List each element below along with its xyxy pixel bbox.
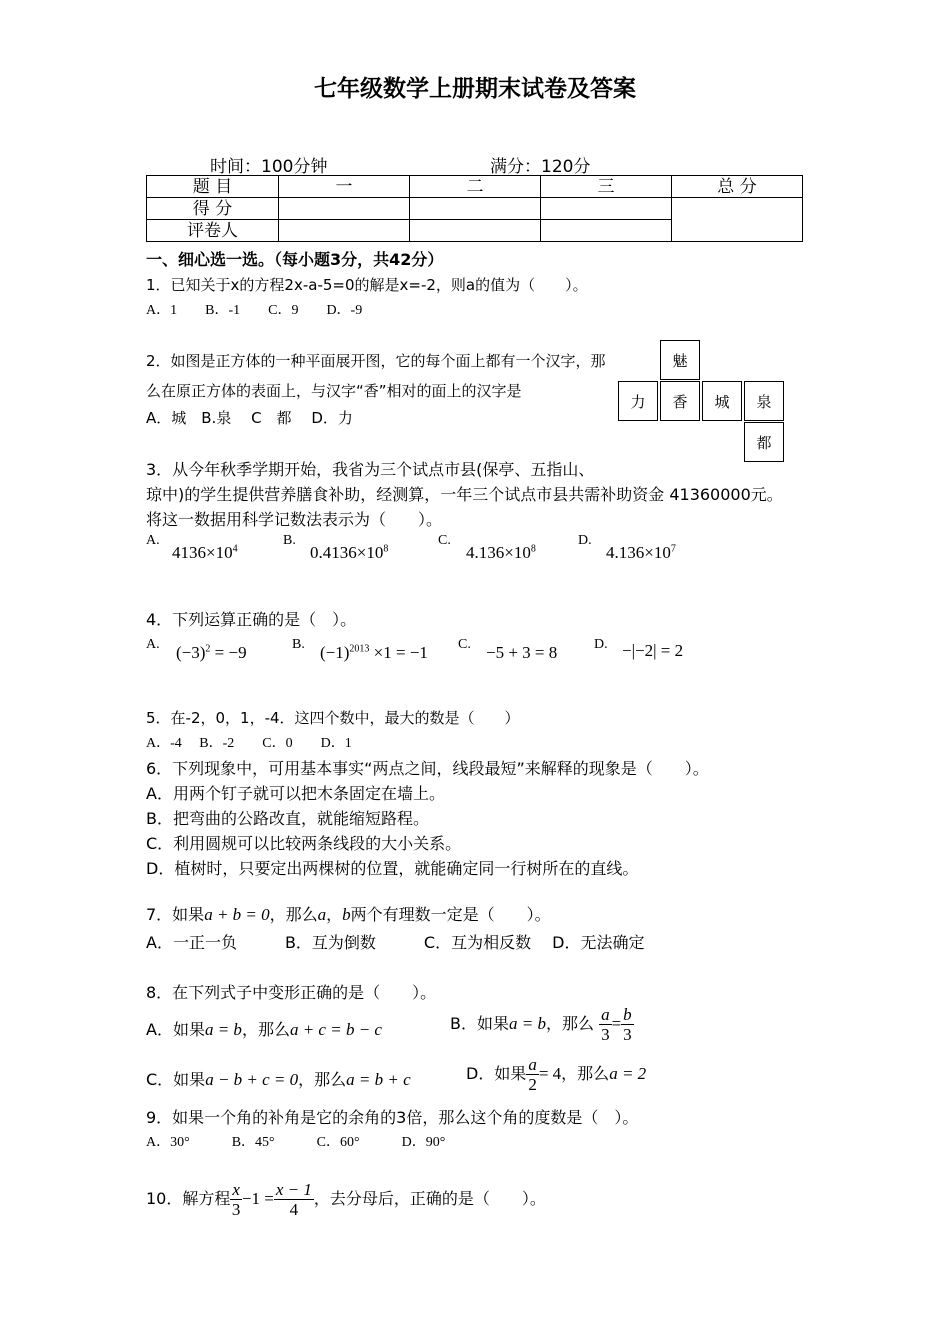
question-4-option-b xyxy=(320,643,428,663)
grader-row-label: 评卷人 xyxy=(147,220,279,242)
q8-b-condition: a = b xyxy=(508,1014,546,1033)
cube-face: 泉 xyxy=(744,381,784,421)
denominator: 2 xyxy=(528,1075,537,1094)
option-c-exp: 8 xyxy=(530,543,536,555)
question-4-label-b: B. xyxy=(292,637,305,652)
score-table-header-cell: 总 分 xyxy=(672,176,803,198)
question-8-option-c xyxy=(146,1067,411,1090)
question-2-options: A．城 B.泉 C 都 D．力 xyxy=(146,409,353,427)
q8-text: C．如果 xyxy=(146,1070,206,1089)
page-title: 七年级数学上册期末试卷及答案 xyxy=(314,76,636,102)
question-8-option-a xyxy=(146,1017,382,1040)
option-b-exp: 8 xyxy=(383,543,389,555)
option-b-base: (−1) xyxy=(320,643,350,662)
q10-fraction-1 xyxy=(230,1180,242,1219)
question-6-stem: 6．下列现象中，可用基本事实“两点之间，线段最短”来解释的现象是（ ）。 xyxy=(146,759,709,778)
q8-text: D．如果 xyxy=(466,1064,527,1083)
cube-face: 香 xyxy=(660,381,700,421)
question-3-stem-line2: 琼中)的学生提供营养膳食补助，经测算，一年三个试点市县共需补助资金 41360000元。 xyxy=(146,485,783,504)
q8-b-fraction-1 xyxy=(599,1005,612,1044)
score-table-header-cell: 一 xyxy=(279,176,410,198)
q8-d-result: a = 2 xyxy=(609,1064,647,1083)
q8-text: ，那么 xyxy=(241,1020,290,1039)
grader-cell xyxy=(410,220,541,242)
cube-face: 都 xyxy=(744,422,784,462)
q8-text: ，那么 xyxy=(545,1014,594,1033)
question-7-stem xyxy=(146,902,551,925)
option-a-rest: = −9 xyxy=(210,643,247,662)
question-9-options: A．30° B．45° C．60° D．90° xyxy=(146,1135,446,1150)
q8-a-condition: a = b xyxy=(204,1020,242,1039)
question-3-option-b xyxy=(310,543,388,563)
question-3-stem-line3: 将这一数据用科学记数法表示为（ ）。 xyxy=(146,510,443,529)
numerator: a xyxy=(528,1055,537,1074)
grader-cell xyxy=(541,220,672,242)
option-b-base: 0.4136×10 xyxy=(310,543,384,562)
option-b-rest: ×1 = −1 xyxy=(369,643,428,662)
q8-text: ，那么 xyxy=(561,1064,610,1083)
question-1-stem: 1．已知关于x的方程2x-a-5=0的解是x=-2，则a的值为（ ）。 xyxy=(146,276,588,294)
question-2-stem-line2: 么在原正方体的表面上，与汉字“香”相对的面上的汉字是 xyxy=(146,382,522,400)
denominator: 3 xyxy=(623,1025,632,1044)
question-3-label-b: B. xyxy=(283,533,296,548)
option-a-exp: 2 xyxy=(205,643,211,655)
question-3-option-a xyxy=(172,543,238,563)
grader-cell xyxy=(279,220,410,242)
q7-var-a: a xyxy=(317,905,327,924)
question-6-option-c: C．利用圆规可以比较两条线段的大小关系。 xyxy=(146,834,462,853)
numerator: x − 1 xyxy=(275,1180,312,1199)
cube-face: 力 xyxy=(618,381,658,421)
question-4-option-d: −|−2| = 2 xyxy=(622,641,684,660)
q7-expression: a + b = 0 xyxy=(204,905,270,924)
q8-text: B．如果 xyxy=(450,1014,509,1033)
score-table xyxy=(146,175,803,242)
option-b-exp: 2013 xyxy=(349,643,370,655)
numerator: b xyxy=(623,1005,632,1024)
option-d-exp: 7 xyxy=(670,543,676,555)
q10-middle: −1 = xyxy=(241,1189,274,1208)
option-a-exp: 4 xyxy=(232,543,238,555)
question-6-option-b: B．把弯曲的公路改直，就能缩短路程。 xyxy=(146,809,429,828)
score-row-label: 得 分 xyxy=(147,198,279,220)
numerator: x xyxy=(232,1180,240,1199)
question-5-stem: 5．在-2，0，1，-4．这四个数中，最大的数是（ ） xyxy=(146,709,520,727)
score-cell xyxy=(410,198,541,220)
q8-a-result: a + c = b − c xyxy=(289,1020,382,1039)
question-8-option-d xyxy=(466,1055,646,1094)
full-score: 满分：120分 xyxy=(490,157,591,177)
question-4-option-c: −5 + 3 = 8 xyxy=(486,643,558,662)
question-4-label-c: C. xyxy=(458,637,471,652)
option-a-base: (−3) xyxy=(176,643,206,662)
question-4-option-a xyxy=(176,643,247,663)
score-table-header-cell: 三 xyxy=(541,176,672,198)
question-7-options: A．一正一负 B．互为倒数 C．互为相反数 D．无法确定 xyxy=(146,933,645,952)
question-6-option-a: A．用两个钉子就可以把木条固定在墙上。 xyxy=(146,784,445,803)
question-3-stem-line1: 3．从今年秋季学期开始，我省为三个试点市县(保亭、五指山、 xyxy=(146,460,595,479)
score-cell xyxy=(541,198,672,220)
q8-c-result: a = b + c xyxy=(346,1070,411,1089)
denominator: 3 xyxy=(601,1025,610,1044)
denominator: 4 xyxy=(289,1200,299,1219)
q10-text: ，去分母后，正确的是（ ）。 xyxy=(313,1189,546,1208)
question-3-option-d xyxy=(606,543,676,563)
q10-fraction-2 xyxy=(274,1180,314,1219)
cube-face: 魅 xyxy=(660,340,700,380)
question-9-stem: 9．如果一个角的补角是它的余角的3倍，那么这个角的度数是（ ）。 xyxy=(146,1108,639,1127)
q8-text: ，那么 xyxy=(298,1070,347,1089)
question-3-option-c xyxy=(466,543,536,563)
question-3-label-d: D. xyxy=(578,533,592,548)
q7-text: 7．如果 xyxy=(146,905,205,924)
question-10-stem xyxy=(146,1180,546,1219)
q7-text: 两个有理数一定是（ ）。 xyxy=(350,905,551,924)
q8-b-fraction-2 xyxy=(621,1005,634,1044)
section-heading: 一、细心选一选。（每小题3分，共42分） xyxy=(146,250,444,269)
exam-time: 时间：100分钟 xyxy=(210,157,328,177)
q7-text: ，那么 xyxy=(269,905,318,924)
score-table-header-cell: 二 xyxy=(410,176,541,198)
equals-sign: = xyxy=(611,1014,622,1033)
option-d-base: 4.136×10 xyxy=(606,543,671,562)
q8-c-condition: a − b + c = 0 xyxy=(205,1070,299,1089)
question-5-options: A．-4 B．-2 C．0 D．1 xyxy=(146,736,352,751)
question-4-stem: 4．下列运算正确的是（ ）。 xyxy=(146,610,357,629)
option-a-base: 4136×10 xyxy=(172,543,233,562)
question-4-label-d: D. xyxy=(594,637,608,652)
score-table-header-cell: 题 目 xyxy=(147,176,279,198)
total-score-cell xyxy=(672,198,803,242)
question-8-option-b xyxy=(450,1005,634,1044)
question-4-label-a: A. xyxy=(146,637,160,652)
q7-var-b: b xyxy=(342,905,351,924)
score-cell xyxy=(279,198,410,220)
question-3-label-c: C. xyxy=(438,533,451,548)
question-8-stem: 8．在下列式子中变形正确的是（ ）。 xyxy=(146,983,437,1002)
cube-face: 城 xyxy=(702,381,742,421)
q8-text: A．如果 xyxy=(146,1020,205,1039)
q7-text: ， xyxy=(326,905,343,924)
q8-d-fraction xyxy=(526,1055,539,1094)
question-6-option-d: D．植树时，只要定出两棵树的位置，就能确定同一行树所在的直线。 xyxy=(146,859,639,878)
numerator: a xyxy=(601,1005,610,1024)
q10-text: 10．解方程 xyxy=(146,1189,231,1208)
question-3-label-a: A. xyxy=(146,533,160,548)
question-1-options: A．1 B．-1 C．9 D．-9 xyxy=(146,303,363,318)
question-2-stem-line1: 2．如图是正方体的一种平面展开图，它的每个面上都有一个汉字，那 xyxy=(146,352,606,370)
denominator: 3 xyxy=(231,1200,241,1219)
q8-d-condition: = 4 xyxy=(538,1064,562,1083)
option-c-base: 4.136×10 xyxy=(466,543,531,562)
